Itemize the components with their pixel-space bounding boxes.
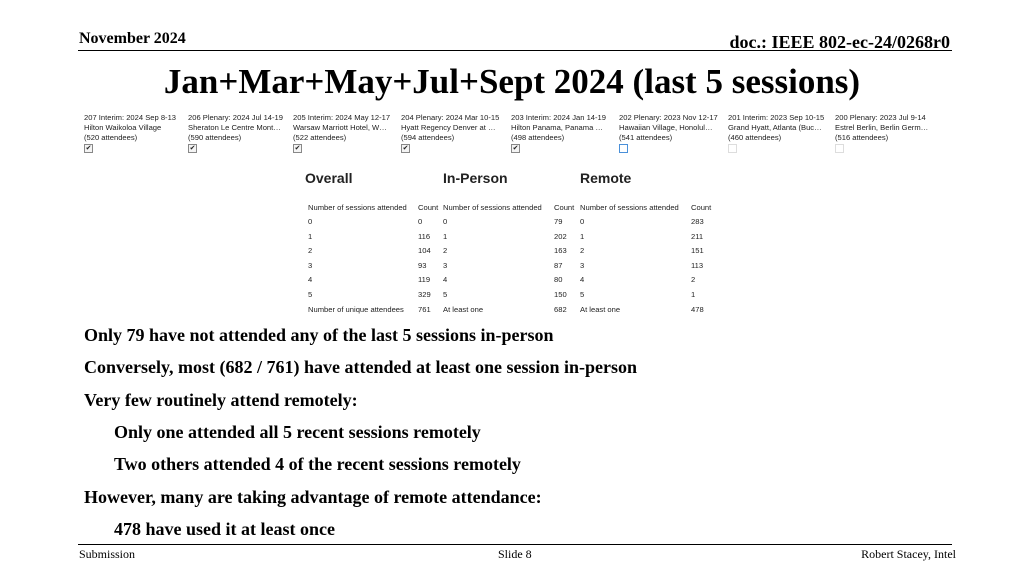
remote-count-cell: 151 xyxy=(691,246,704,256)
remote-label-cell: 1 xyxy=(580,231,585,241)
session-option[interactable] xyxy=(401,113,507,153)
session-checkbox[interactable] xyxy=(835,144,844,153)
overall-label-cell: 1 xyxy=(308,231,313,241)
session-line3: (594 attendees) xyxy=(401,133,455,142)
session-line1: 207 Interim: 2024 Sep 8-13 xyxy=(84,113,177,122)
session-line1: 202 Plenary: 2023 Nov 12-17 xyxy=(619,113,718,122)
remote-label-cell: 0 xyxy=(580,217,585,226)
footer-slide-number: Slide 8 xyxy=(498,547,532,561)
footer-submission: Submission xyxy=(79,547,136,561)
column-header: Count xyxy=(418,203,439,212)
remote-count-cell: 2 xyxy=(691,275,696,285)
inperson-label-cell: At least one xyxy=(443,304,484,314)
session-option[interactable] xyxy=(511,113,617,153)
overall-count-cell: 329 xyxy=(418,290,431,299)
overall-count-cell: 0 xyxy=(418,217,423,226)
column-header: Number of sessions attended xyxy=(580,203,679,212)
session-option[interactable] xyxy=(188,113,294,153)
heading-overall: Overall xyxy=(305,170,353,186)
session-line3: (522 attendees) xyxy=(293,133,347,142)
session-option[interactable] xyxy=(293,113,399,153)
remote-label-cell: 4 xyxy=(580,275,585,285)
inperson-label-cell: 5 xyxy=(443,290,448,299)
session-checkbox[interactable]: ✔ xyxy=(402,145,409,152)
sub-bullet-item: Two others attended 4 of the recent sessions remotely xyxy=(114,454,521,475)
remote-count-cell: 113 xyxy=(691,260,704,270)
inperson-count-cell: 202 xyxy=(554,231,567,241)
overall-label-cell: 2 xyxy=(308,246,313,256)
inperson-count-cell: 87 xyxy=(554,260,563,270)
session-line1: 204 Plenary: 2024 Mar 10-15 xyxy=(401,113,500,122)
slide-title: Jan+Mar+May+Jul+Sept 2024 (last 5 sessions) xyxy=(163,62,861,101)
remote-count-cell: 283 xyxy=(691,217,704,226)
header-doc-id: doc.: IEEE 802-ec-24/0268r0 xyxy=(729,32,950,52)
overall-label-cell: 4 xyxy=(308,275,313,285)
session-line3: (541 attendees) xyxy=(619,133,673,142)
inperson-count-cell: 163 xyxy=(554,246,567,256)
footer-author: Robert Stacey, Intel xyxy=(861,547,956,561)
column-header: Count xyxy=(691,203,712,212)
remote-label-cell: 3 xyxy=(580,260,585,270)
remote-count-cell: 211 xyxy=(691,231,704,241)
session-line2: Hawaiian Village, Honolul… xyxy=(619,123,713,132)
session-line3: (516 attendees) xyxy=(835,133,889,142)
inperson-label-cell: 2 xyxy=(443,246,448,256)
remote-label-cell: 5 xyxy=(580,290,585,299)
bullet-item: Conversely, most (682 / 761) have attended at least one session in-person xyxy=(84,357,637,378)
overall-label-cell: 0 xyxy=(308,217,313,226)
overall-count-cell: 93 xyxy=(418,260,427,270)
session-line1: 203 Interim: 2024 Jan 14-19 xyxy=(511,113,606,122)
session-selector xyxy=(84,113,954,157)
session-line2: Grand Hyatt, Atlanta (Buc… xyxy=(728,123,822,132)
overall-label-cell: 5 xyxy=(308,290,313,299)
session-line2: Sheraton Le Centre Mont… xyxy=(188,123,281,132)
session-line2: Warsaw Marriott Hotel, W… xyxy=(293,123,387,132)
sub-bullet-item: Only one attended all 5 recent sessions remotely xyxy=(114,421,481,442)
bullet-item: However, many are taking advantage of remote attendance: xyxy=(84,486,542,507)
inperson-count-cell: 80 xyxy=(554,275,563,285)
session-checkbox[interactable]: ✔ xyxy=(512,145,519,152)
bullet-item: Very few routinely attend remotely: xyxy=(84,389,358,410)
inperson-label-cell: 4 xyxy=(443,275,448,285)
overall-count-cell: 116 xyxy=(418,231,431,241)
bullet-item: Only 79 have not attended any of the last 5 sessions in-person xyxy=(84,325,554,345)
attendance-stats xyxy=(305,170,725,320)
inperson-count-cell: 682 xyxy=(554,304,567,314)
session-line1: 206 Plenary: 2024 Jul 14-19 xyxy=(188,113,283,122)
session-line1: 201 Interim: 2023 Sep 10-15 xyxy=(728,113,825,122)
session-checkbox[interactable] xyxy=(619,144,628,153)
session-option[interactable] xyxy=(728,113,834,153)
remote-label-cell: 2 xyxy=(580,246,585,256)
session-line2: Hyatt Regency Denver at … xyxy=(401,123,496,132)
overall-count-cell: 761 xyxy=(418,304,431,314)
session-line3: (498 attendees) xyxy=(511,133,565,142)
overall-label-cell: Number of unique attendees xyxy=(308,304,404,314)
remote-label-cell: At least one xyxy=(580,304,621,314)
session-line2: Hilton Waikoloa Village xyxy=(84,123,162,132)
overall-count-cell: 119 xyxy=(418,275,431,285)
session-line3: (460 attendees) xyxy=(728,133,782,142)
column-header: Count xyxy=(554,203,575,212)
heading-remote: Remote xyxy=(580,170,632,186)
overall-label-cell: 3 xyxy=(308,260,313,270)
sub-bullet-item: 478 have used it at least once xyxy=(114,518,335,539)
inperson-label-cell: 0 xyxy=(443,217,448,226)
remote-count-cell: 478 xyxy=(691,304,704,314)
session-line2: Estrel Berlin, Berlin Germ… xyxy=(835,123,929,132)
session-option[interactable] xyxy=(835,113,941,153)
session-line1: 200 Plenary: 2023 Jul 9-14 xyxy=(835,113,926,122)
session-option[interactable] xyxy=(84,113,190,153)
column-header: Number of sessions attended xyxy=(308,203,407,212)
inperson-label-cell: 1 xyxy=(443,231,448,241)
session-option[interactable] xyxy=(619,113,725,153)
session-line2: Hilton Panama, Panama … xyxy=(511,123,604,132)
inperson-count-cell: 150 xyxy=(554,290,567,299)
inperson-label-cell: 3 xyxy=(443,260,448,270)
footer-divider xyxy=(78,544,952,545)
session-line3: (520 attendees) xyxy=(84,133,138,142)
header-divider xyxy=(78,50,952,51)
session-checkbox[interactable] xyxy=(728,144,737,153)
column-header: Number of sessions attended xyxy=(443,203,542,212)
session-line1: 205 Interim: 2024 May 12-17 xyxy=(293,113,391,122)
session-checkbox[interactable]: ✔ xyxy=(189,145,196,152)
session-checkbox[interactable]: ✔ xyxy=(294,145,301,152)
inperson-count-cell: 79 xyxy=(554,217,563,226)
session-checkbox[interactable]: ✔ xyxy=(85,145,92,152)
heading-in-person: In-Person xyxy=(443,170,508,186)
remote-count-cell: 1 xyxy=(691,290,696,299)
session-line3: (590 attendees) xyxy=(188,133,242,142)
header-date: November 2024 xyxy=(79,30,186,47)
overall-count-cell: 104 xyxy=(418,246,431,256)
